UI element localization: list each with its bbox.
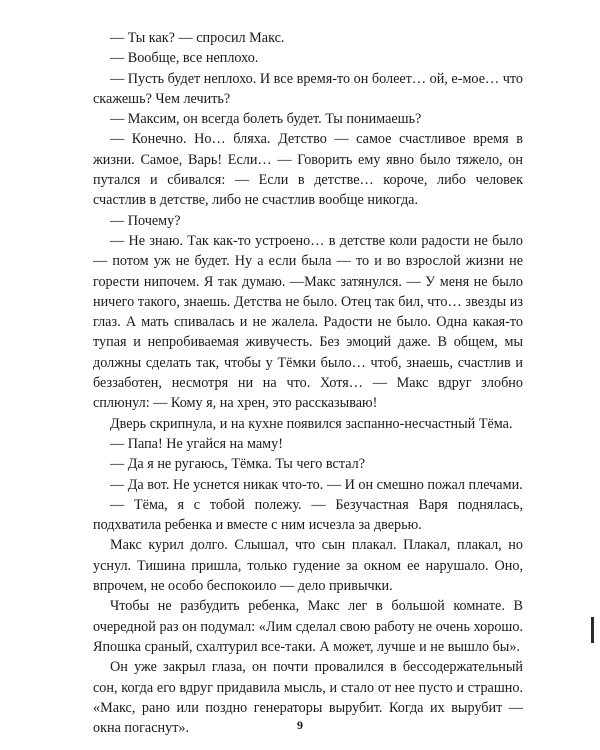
- paragraph: Чтобы не разбудить ребенка, Макс лег в большой комнате. В очередной раз он подумал: «Лим сделал свою работу не очень хорошо. Япошка сраный, схалтурил все-таки. А может, лучше и не вышло бы».: [93, 598, 523, 655]
- paragraph: — Конечно. Но… бляха. Детство — самое счастливое время в жизни. Самое, Варь! Если… — Говорить ему явно было тяжело, он путался и сбивался: — Если в детстве… короче, либо человек счастлив в детстве, либо не счастлив вообще никогда.: [93, 131, 523, 209]
- paragraph: — Ты как? — спросил Макс.: [110, 30, 285, 46]
- paragraph: — Папа! Не угайся на маму!: [110, 435, 283, 452]
- paragraph: — Максим, он всегда болеть будет. Ты понимаешь?: [110, 111, 422, 128]
- paragraph: Макс курил долго. Слышал, что сын плакал. Плакал, плакал, но уснул. Тишина пришла, только гудение за окном ее нарушало. Оно, впрочем, не особо беспокоило — дело привычки.: [93, 537, 523, 595]
- paragraph: Дверь скрипнула, и на кухне появился заспанно-несчастный Тёма.: [110, 415, 513, 432]
- scan-edge-mark: [591, 617, 594, 643]
- paragraph: — Пусть будет неплохо. И все время-то он болеет… ой, е-мое… что скажешь? Чем лечить?: [93, 70, 523, 107]
- paragraph: — Да вот. Не уснется никак что-то. — И он смешно пожал плечами.: [110, 476, 523, 493]
- paragraph: — Тёма, я с тобой полежу. — Безучастная Варя поднялась, подхватила ребенка и вместе с ним исчезла за дверью.: [93, 496, 523, 534]
- body-text: [93, 28, 523, 738]
- paragraph: — Да я не ругаюсь, Тёмка. Ты чего встал?: [110, 456, 366, 473]
- paragraph: — Почему?: [110, 212, 181, 229]
- paragraph: Он уже закрыл глаза, он почти провалился в бессодержательный сон, когда его вдруг придавила мысль, и стало от нее пусто и страшно. «Макс, рано или поздно генераторы вырубит. Когда их вырубит — окна погаснут».: [93, 659, 523, 737]
- page-number: 9: [297, 718, 303, 732]
- paragraph: — Не знаю. Так как-то устроено… в детстве коли радости не было — потом уж не будет. Ну а если была — то и во взрослой жизни не горести нипочем. Я так думаю. —Макс затянулся. — У меня не было ничего такого, знаешь. Детства не было. Отец так бил, что… звезды из глаз. А мать спивалась и не жалела. Радости не было. Одна какая-то тупая и непробиваемая живучесть. Без эмоций даже. В общем, мы должны сделать так, чтобы у Тёмки было… чтоб, знаешь, счастлив и беззаботен, несмотря ни на что. Хотя… — Макс вдруг злобно сплюнул: — Кому я, на хрен, это рассказываю!: [93, 232, 523, 412]
- paragraph: — Вообще, все неплохо.: [110, 50, 259, 67]
